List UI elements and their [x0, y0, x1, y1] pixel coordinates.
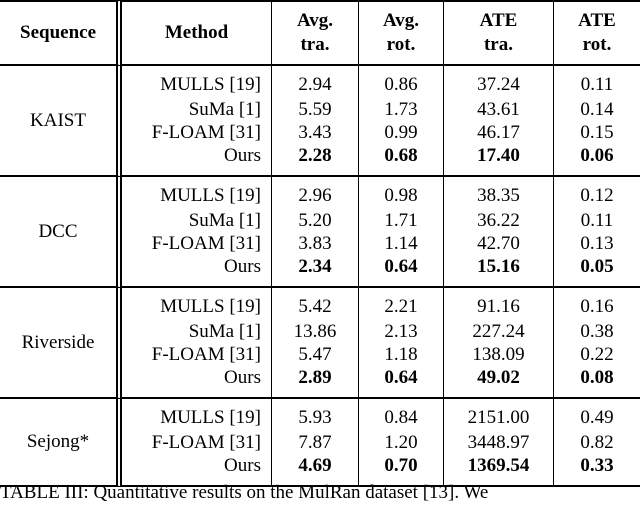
value-cell: 37.24 [444, 66, 554, 98]
value-cell: 2.96 [272, 177, 359, 209]
value-cell: 0.68 [359, 145, 444, 177]
method-cell: F-LOAM [31] [122, 232, 272, 256]
value-cell: 0.64 [359, 367, 444, 399]
table-row [0, 399, 640, 431]
method-cell: SuMa [1] [122, 320, 272, 344]
header-avg-rot [359, 0, 444, 66]
header-method-line1: Method [164, 22, 229, 43]
method-cell: Ours [122, 145, 272, 177]
sequence-cell: KAIST [0, 66, 122, 177]
header-row [0, 0, 640, 66]
value-cell: 0.98 [359, 177, 444, 209]
value-cell: 0.82 [580, 431, 614, 453]
method-cell: MULLS [19] [122, 66, 272, 98]
value-cell: 3448.97 [444, 431, 554, 455]
value-cell: 0.84 [359, 399, 444, 431]
header-avg-tra-line2: tra. [300, 34, 330, 55]
value-cell: 42.70 [444, 232, 554, 256]
value-cell: 1.71 [359, 209, 444, 233]
value-cell: 2.89 [272, 367, 359, 399]
method-cell: F-LOAM [31] [122, 121, 272, 145]
table-row [0, 177, 640, 209]
value-cell: 1.14 [359, 232, 444, 256]
value-cell: 5.20 [272, 209, 359, 233]
header-sequence-line1: Sequence [20, 22, 96, 43]
header-sequence [0, 0, 122, 66]
value-cell: 0.11 [580, 74, 614, 95]
header-method [122, 0, 272, 66]
header-ate-rot-line2: rot. [582, 34, 612, 55]
value-cell: 5.42 [272, 288, 359, 320]
value-cell: 36.22 [444, 209, 554, 233]
method-cell: MULLS [19] [122, 399, 272, 431]
header-ate-rot [554, 0, 640, 66]
value-cell: 0.08 [554, 367, 640, 399]
value-cell: 5.59 [272, 98, 359, 122]
value-cell: 2.94 [272, 66, 359, 98]
value-cell: 38.35 [444, 177, 554, 209]
value-cell: 2.21 [359, 288, 444, 320]
method-cell: Ours [122, 367, 272, 399]
value-cell: 1.20 [359, 431, 444, 455]
header-avg-rot-line1: Avg. [382, 10, 420, 31]
header-avg-tra [272, 0, 359, 66]
table-row [0, 288, 640, 320]
value-cell: 91.16 [444, 288, 554, 320]
method-cell: MULLS [19] [122, 288, 272, 320]
value-cell: 0.15 [580, 122, 614, 144]
header-avg-rot-line2: rot. [386, 34, 416, 55]
value-cell: 0.05 [554, 256, 640, 288]
method-cell: SuMa [1] [122, 209, 272, 233]
value-cell: 1.18 [359, 344, 444, 368]
value-cell: 17.40 [444, 145, 554, 177]
value-cell: 0.16 [580, 296, 614, 318]
value-cell: 3.43 [272, 121, 359, 145]
value-cell: 0.12 [580, 185, 614, 207]
value-cell: 0.06 [554, 145, 640, 177]
sequence-cell: Sejong* [0, 399, 122, 486]
header-ate-tra-line2: tra. [483, 34, 513, 55]
value-cell: 0.70 [359, 455, 444, 487]
value-cell: 46.17 [444, 121, 554, 145]
method-cell: F-LOAM [31] [122, 431, 272, 455]
table-caption: TABLE III: Quantitative results on the MulRan dataset [13]. We [0, 482, 489, 503]
header-ate-rot-line1: ATE [578, 10, 616, 31]
value-cell: 2.28 [272, 145, 359, 177]
value-cell: 3.83 [272, 232, 359, 256]
value-cell: 2.34 [272, 256, 359, 288]
value-cell: 0.11 [580, 209, 614, 231]
method-cell: Ours [122, 256, 272, 288]
value-cell: 0.22 [580, 344, 614, 366]
header-avg-tra-line1: Avg. [296, 10, 334, 31]
value-cell: 0.99 [359, 121, 444, 145]
method-cell: F-LOAM [31] [122, 344, 272, 368]
value-cell: 5.47 [272, 344, 359, 368]
value-cell: 4.69 [272, 455, 359, 487]
value-cell: 7.87 [272, 431, 359, 455]
sequence-cell: DCC [0, 177, 122, 288]
value-cell: 2.13 [359, 320, 444, 344]
header-ate-tra [444, 0, 554, 66]
value-cell: 0.64 [359, 256, 444, 288]
value-cell: 15.16 [444, 256, 554, 288]
method-cell: MULLS [19] [122, 177, 272, 209]
table-row [0, 66, 640, 98]
value-cell: 0.49 [580, 407, 614, 429]
value-cell: 0.33 [554, 455, 640, 487]
value-cell: 43.61 [444, 98, 554, 122]
method-cell: Ours [122, 455, 272, 487]
table-body [0, 66, 640, 487]
value-cell: 13.86 [272, 320, 359, 344]
value-cell: 0.14 [580, 98, 614, 120]
value-cell: 5.93 [272, 399, 359, 431]
value-cell: 0.13 [580, 233, 614, 255]
value-cell: 138.09 [444, 344, 554, 368]
value-cell: 2151.00 [444, 399, 554, 431]
value-cell: 1369.54 [444, 455, 554, 487]
value-cell: 0.86 [359, 66, 444, 98]
header-ate-tra-line1: ATE [479, 10, 518, 31]
table-header [0, 0, 640, 66]
sequence-cell: Riverside [0, 288, 122, 399]
method-cell: SuMa [1] [122, 98, 272, 122]
value-cell: 227.24 [444, 320, 554, 344]
value-cell: 1.73 [359, 98, 444, 122]
value-cell: 49.02 [444, 367, 554, 399]
value-cell: 0.38 [580, 320, 614, 342]
